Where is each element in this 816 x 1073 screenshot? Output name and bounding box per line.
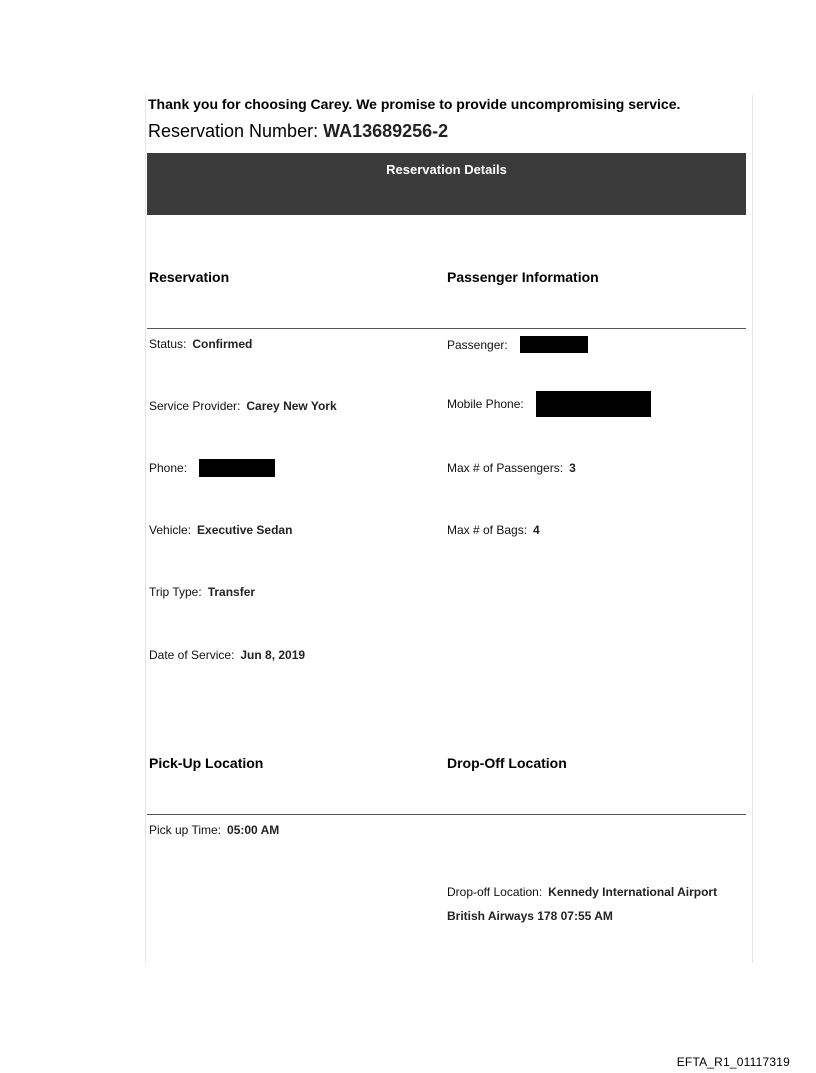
redacted-passenger-name — [520, 336, 588, 353]
trip-type-field — [149, 584, 255, 600]
pick-up-time-field — [149, 822, 279, 838]
mobile-phone-label: Mobile Phone: — [447, 397, 524, 411]
service-provider-label: Service Provider: — [149, 399, 241, 413]
service-provider-field — [149, 398, 337, 414]
status-value: Confirmed — [192, 337, 253, 351]
trip-type-value: Transfer — [207, 585, 256, 599]
date-of-service-label: Date of Service: — [149, 648, 235, 662]
reservation-heading: Reservation — [149, 269, 230, 285]
service-provider-value: Carey New York — [246, 399, 337, 413]
reservation-divider — [147, 328, 746, 329]
date-of-service-value: Jun 8, 2019 — [240, 648, 306, 662]
document-id: EFTA_R1_01117319 — [676, 1055, 790, 1069]
max-passengers-value: 3 — [569, 461, 576, 475]
phone-field — [149, 459, 275, 477]
vehicle-value: Executive Sedan — [197, 523, 293, 537]
date-of-service-field — [149, 647, 305, 663]
phone-label: Phone: — [149, 461, 188, 475]
drop-off-location-heading: Drop-Off Location — [447, 755, 567, 771]
passenger-field — [447, 336, 588, 353]
reservation-details-banner — [147, 153, 746, 215]
max-bags-field — [447, 522, 540, 538]
redacted-mobile-phone — [536, 391, 651, 417]
drop-off-location-label: Drop-off Location: — [447, 885, 543, 899]
pick-up-time-value: 05:00 AM — [227, 823, 280, 837]
drop-off-location-field — [447, 884, 717, 900]
max-bags-label: Max # of Bags: — [447, 523, 528, 537]
max-bags-value: 4 — [533, 523, 540, 537]
mobile-phone-field — [447, 391, 651, 417]
passenger-label: Passenger: — [447, 337, 508, 352]
drop-off-location-value: Kennedy International Airport — [548, 885, 718, 899]
thank-you-message: Thank you for choosing Carey. We promise to provide uncompromising service. — [148, 96, 681, 112]
pick-up-location-heading: Pick-Up Location — [149, 755, 264, 771]
trip-type-label: Trip Type: — [149, 585, 202, 599]
status-label: Status: — [149, 337, 187, 351]
max-passengers-field — [447, 460, 576, 476]
banner-title: Reservation Details — [386, 162, 507, 177]
reservation-number-label: Reservation Number: — [148, 121, 319, 141]
reservation-number: WA13689256-2 — [323, 121, 449, 141]
reservation-number-line — [148, 121, 448, 142]
flight-details: British Airways 178 07:55 AM — [447, 909, 613, 923]
passenger-info-heading: Passenger Information — [447, 269, 599, 285]
redacted-phone — [199, 459, 275, 477]
location-divider — [147, 814, 746, 815]
vehicle-label: Vehicle: — [149, 523, 192, 537]
max-passengers-label: Max # of Passengers: — [447, 461, 564, 475]
pick-up-time-label: Pick up Time: — [149, 823, 222, 837]
vehicle-field — [149, 522, 292, 538]
status-field — [149, 336, 252, 352]
